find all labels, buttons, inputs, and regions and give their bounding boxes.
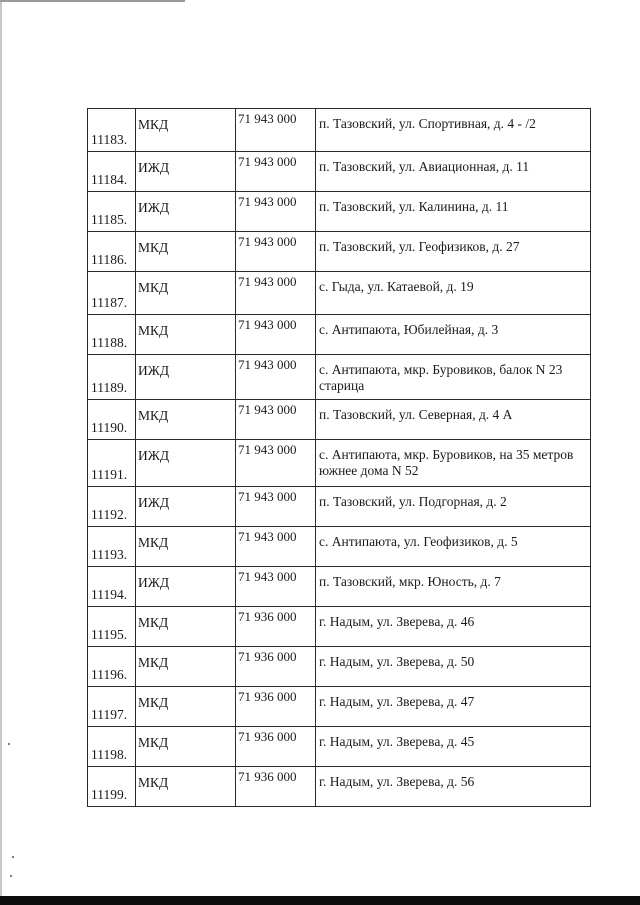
table-row <box>88 767 591 807</box>
table-row <box>88 109 591 152</box>
building-type: ИЖД <box>136 567 236 607</box>
oktmo-code: 71 943 000 <box>236 527 316 567</box>
address: с. Антипаюта, Юбилейная, д. 3 <box>316 315 591 355</box>
row-number: 11188. <box>88 315 136 355</box>
table-row <box>88 192 591 232</box>
scan-speck <box>8 743 10 745</box>
scan-bottom-edge <box>0 896 640 905</box>
row-number: 11190. <box>88 400 136 440</box>
building-type: ИЖД <box>136 192 236 232</box>
building-type: МКД <box>136 232 236 272</box>
table-row <box>88 607 591 647</box>
building-type: МКД <box>136 109 236 152</box>
building-type: МКД <box>136 767 236 807</box>
address: п. Тазовский, ул. Спортивная, д. 4 - /2 <box>316 109 591 152</box>
address: с. Гыда, ул. Катаевой, д. 19 <box>316 272 591 315</box>
oktmo-code: 71 943 000 <box>236 272 316 315</box>
table-row <box>88 152 591 192</box>
oktmo-code: 71 936 000 <box>236 647 316 687</box>
table-row <box>88 527 591 567</box>
address: г. Надым, ул. Зверева, д. 56 <box>316 767 591 807</box>
building-type: ИЖД <box>136 355 236 400</box>
registry-table-body <box>88 109 591 807</box>
oktmo-code: 71 936 000 <box>236 687 316 727</box>
table-row <box>88 487 591 527</box>
table-row <box>88 567 591 607</box>
oktmo-code: 71 943 000 <box>236 232 316 272</box>
row-number: 11196. <box>88 647 136 687</box>
address: п. Тазовский, ул. Геофизиков, д. 27 <box>316 232 591 272</box>
scan-speck <box>12 856 14 858</box>
row-number: 11186. <box>88 232 136 272</box>
table-row <box>88 440 591 487</box>
oktmo-code: 71 936 000 <box>236 727 316 767</box>
building-type: МКД <box>136 647 236 687</box>
row-number: 11192. <box>88 487 136 527</box>
scan-left-edge <box>0 0 2 905</box>
row-number: 11198. <box>88 727 136 767</box>
building-type: ИЖД <box>136 440 236 487</box>
oktmo-code: 71 936 000 <box>236 767 316 807</box>
address: п. Тазовский, ул. Авиационная, д. 11 <box>316 152 591 192</box>
table-row <box>88 315 591 355</box>
table-row <box>88 272 591 315</box>
oktmo-code: 71 936 000 <box>236 607 316 647</box>
building-type: МКД <box>136 527 236 567</box>
oktmo-code: 71 943 000 <box>236 109 316 152</box>
address: г. Надым, ул. Зверева, д. 46 <box>316 607 591 647</box>
row-number: 11191. <box>88 440 136 487</box>
address: г. Надым, ул. Зверева, д. 45 <box>316 727 591 767</box>
row-number: 11193. <box>88 527 136 567</box>
row-number: 11197. <box>88 687 136 727</box>
address: п. Тазовский, ул. Северная, д. 4 А <box>316 400 591 440</box>
scan-speck <box>10 875 12 877</box>
oktmo-code: 71 943 000 <box>236 192 316 232</box>
address: с. Антипаюта, мкр. Буровиков, на 35 метров южнее дома N 52 <box>316 440 591 487</box>
row-number: 11194. <box>88 567 136 607</box>
row-number: 11195. <box>88 607 136 647</box>
address: п. Тазовский, мкр. Юность, д. 7 <box>316 567 591 607</box>
table-row <box>88 232 591 272</box>
address: г. Надым, ул. Зверева, д. 50 <box>316 647 591 687</box>
table-row <box>88 400 591 440</box>
building-type: МКД <box>136 315 236 355</box>
row-number: 11199. <box>88 767 136 807</box>
address: с. Антипаюта, ул. Геофизиков, д. 5 <box>316 527 591 567</box>
oktmo-code: 71 943 000 <box>236 487 316 527</box>
address: г. Надым, ул. Зверева, д. 47 <box>316 687 591 727</box>
address: п. Тазовский, ул. Подгорная, д. 2 <box>316 487 591 527</box>
table-row <box>88 727 591 767</box>
address: с. Антипаюта, мкр. Буровиков, балок N 23 старица <box>316 355 591 400</box>
table-row <box>88 647 591 687</box>
row-number: 11184. <box>88 152 136 192</box>
row-number: 11187. <box>88 272 136 315</box>
address: п. Тазовский, ул. Калинина, д. 11 <box>316 192 591 232</box>
row-number: 11189. <box>88 355 136 400</box>
building-type: ИЖД <box>136 152 236 192</box>
oktmo-code: 71 943 000 <box>236 400 316 440</box>
building-type: ИЖД <box>136 487 236 527</box>
table-row <box>88 355 591 400</box>
oktmo-code: 71 943 000 <box>236 315 316 355</box>
building-type: МКД <box>136 607 236 647</box>
table-row <box>88 687 591 727</box>
building-type: МКД <box>136 400 236 440</box>
row-number: 11185. <box>88 192 136 232</box>
oktmo-code: 71 943 000 <box>236 567 316 607</box>
oktmo-code: 71 943 000 <box>236 440 316 487</box>
registry-table <box>87 108 591 807</box>
scan-top-line <box>0 0 185 2</box>
row-number: 11183. <box>88 109 136 152</box>
oktmo-code: 71 943 000 <box>236 152 316 192</box>
building-type: МКД <box>136 272 236 315</box>
building-type: МКД <box>136 727 236 767</box>
building-type: МКД <box>136 687 236 727</box>
oktmo-code: 71 943 000 <box>236 355 316 400</box>
